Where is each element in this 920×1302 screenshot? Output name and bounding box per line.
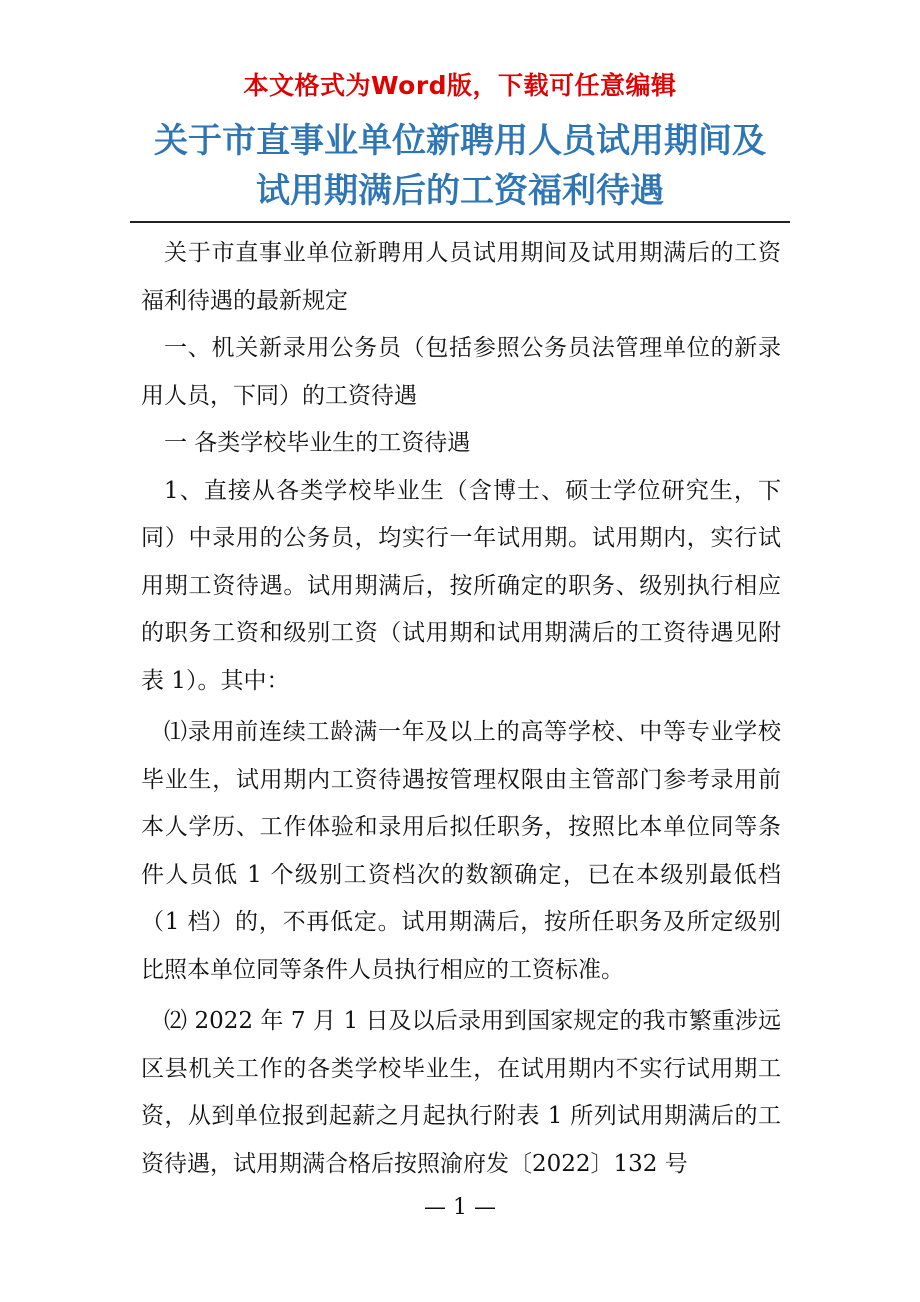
document-body bbox=[141, 230, 781, 1188]
paragraph-subsection: 一 各类学校毕业生的工资待遇 bbox=[164, 430, 471, 456]
title-line-1: 关于市直事业单位新聘用人员试用期间及 bbox=[154, 121, 766, 161]
title-line-2: 试用期满后的工资福利待遇 bbox=[256, 171, 664, 211]
paragraph-intro: 关于市直事业单位新聘用人员试用期间及试用期满后的工资福利待遇的最新规定 bbox=[141, 240, 781, 314]
format-notice-banner: 本文格式为Word版，下载可任意编辑 bbox=[243, 71, 677, 100]
page-number: — 1 — bbox=[424, 1195, 496, 1220]
paragraph-section-one: 一、机关新录用公务员（包括参照公务员法管理单位的新录用人员，下同）的工资待遇 bbox=[141, 335, 781, 409]
paragraph-item-1: 1、直接从各类学校毕业生（含博士、硕士学位研究生，下同）中录用的公务员，均实行一年试用期。试用期内，实行试用期工资待遇。试用期满后，按所确定的职务、级别执行相应的职务工资和级别工资（试用期和试用期满后的工资待遇见附表 1）。其中： bbox=[141, 477, 781, 694]
paragraph-item-1-1: ⑴录用前连续工龄满一年及以上的高等学校、中等专业学校毕业生，试用期内工资待遇按管理权限由主管部门参考录用前本人学历、工作体验和录用后拟任职务，按照比本单位同等条件人员低 1 个级别工资档次的数额确定，已在本级别最低档（1 档）的，不再低定。试用期满后，按所任职务及所定级别比照本单位同等条件人员执行相应的工资标准。 bbox=[141, 719, 781, 983]
paragraph-item-1-2: ⑵ 2022 年 7 月 1 日及以后录用到国家规定的我市繁重涉远区县机关工作的各类学校毕业生，在试用期内不实行试用期工资，从到单位报到起薪之月起执行附表 1 所列试用期满后的工资待遇，试用期满合格后按照渝府发〔2022〕132 号 bbox=[141, 1008, 781, 1177]
title-divider bbox=[130, 221, 790, 223]
document-title bbox=[60, 116, 860, 216]
